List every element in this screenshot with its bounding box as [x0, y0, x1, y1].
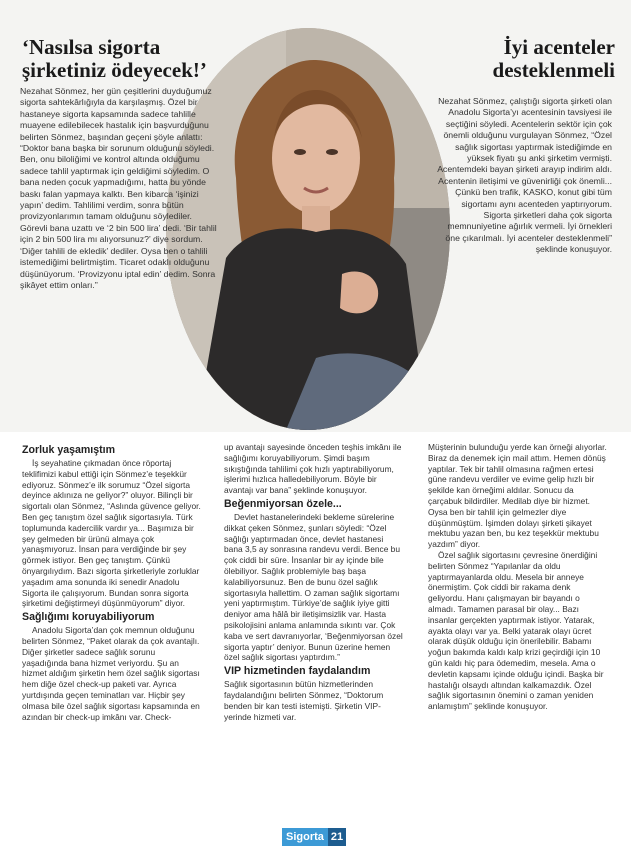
section-heading-zorluk: Zorluk yaşamıştım: [22, 444, 116, 456]
paragraph: Sağlık sigortasının bütün hizmetlerinden faydalandığını belirten Sönmez, “Doktorum benden bir kan testi istemişti. Şirketin VIP-yerinde hizmeti var.: [224, 679, 384, 722]
section-heading-vip: VIP hizmetinden faydalandım: [224, 665, 371, 678]
magazine-logo-text: Sigorta: [282, 828, 328, 846]
left-lede: Nezahat Sönmez, her gün çeşitlerini duyduğumuz sigorta sahtekârlığıyla da karşılaşmış. Özel bir hastaneye sigorta kapsamında sadece tahlille muayene edilebilecek hastalık için başvurduğunu belirten Sönmez, başından geçeni şöyle anlattı: “Doktor bana başka bir sorunum olduğunu söyledi. Ben, onu biloliğimi ve kontrol altında olduğumu sadece tahlil yaptırmak için geldiğimi söyledim. O bana neden çocuk yapmadığımı, hatta bu yönde baskı falan yapmaya kalktı. Ben kibarca ‘işinizi yapın’ dedim. Tahlilimi verdim, sonra bütün provizyonlarımın tamam olduğunu söylediler. Görevli bana uzattı ve ‘2 bin 500 lira’ dedi. ‘Bir tahlil için 2 bin 500 lira mı alıyorsunuz?’ diye sordum. ‘Diğer tahlili de ekledik’ dediler. Oysa ben o tahlili istemediğimi belirtmiştim. Ticaret odaklı olduğunu düşünüyorum. ‘Provizyonu iptal edin’ dedim. Sonra şikâyet ettim onları.”: [20, 86, 217, 290]
article-column-3: [428, 442, 608, 712]
page-footer: [0, 828, 631, 855]
magazine-logo: [282, 828, 346, 846]
paragraph: Özel sağlık sigortasını çevresine önerdiğini belirten Sönmez “Yapılanlar da oldu yaptırmayanlarda oldu. Mesela bir anneye önermiştim. Çok ciddi bir rakama denk geliyordu. Hanı çalışmayan bir bayandı o almadı. Tamamen parasal bir olay... Bazı insanlar gerçekten yaptırmak istiyor. Yatarak, ayakta olayı var ya. Belki yatarak olayı ücret olarak düşük olduğu için önerilebilir. Babamı yoğun bakımda kaldı kalp krizi geçirdiği için 10 gün kaldı hiç para ödemedim, mesela. Ama o devletin kapsamı içinde olduğu içindi. Başka bir hastalığı olsaydı altından kalkamazdık. Özel sağlık sigortasının önemini o zaman yeniden anlamıştım” şeklinde konuşuyor.: [428, 549, 604, 712]
paragraph: Anadolu Sigorta’dan çok memnun olduğunu belirten Sönmez, “Paket olarak da çok avantajlı. Diğer şirketler sadece sağlık sorunu yaşadığında bana hizmet veriyordu. Şu an hizmet aldığım şirketin hem özel sağlık sigortası hem diğe özel check-up paketi var. Ayrıca yurtdışında geçen teminatları var. Hiçbir şey olmasa bile özel sağlık sigortası kapsamında en azından bir check-up imkânı var. Check-: [22, 625, 200, 722]
left-headline: ‘Nasılsa sigorta şirketiniz ödeyecek!’: [22, 35, 207, 82]
magazine-logo-number: 21: [328, 828, 346, 846]
right-headline: İyi acenteler desteklenmeli: [492, 35, 615, 82]
paragraph: Müşterinin bulunduğu yerde kan örneği alıyorlar. Biraz da denemek için mail attım. Hemen dönüş yaptılar. Tek bir tahlil olmasına rağmen ertesi güne randevu verdiler ve evime gelip hızlı bir şekilde kan örneğimi aldılar. Sonucu da çarçabuk bildirdiler. Medilab diye bir hizmet. Oysa ben bir tahlil için gelmezler diye düşünmüştüm. İşimden dolayı şirketi şikayet mektubu yazan ben, bu kez teşekkür mektubu yazdım” diyor.: [428, 442, 607, 550]
article-column-1: [22, 442, 202, 722]
article-column-2: [224, 442, 404, 722]
paragraph: Devlet hastanelerindeki bekleme sürelerine dikkat çeken Sönmez, şunları söyledi: “Özel sağlığı yaptırmadan önce, devlet hastanesi bana 3,5 ay sonrasına randevu verdi. Bence bu çok ciddi bir süre. İnsanlar bir ay içinde bile ölebiliyor. Sağlık problemiyle baş başa kalabiliyorsunuz. Ben de bunu özel sağlık sigortasıyla hallettim. O zaman sağlık sigortamı yeni yaptırmıştım. Türkiye’de sağlık iyiye gitti deniyor ama hâlâ bir iletişimsizlik var. Hasta psikolojisini anlama anlamında sıkıntı var. Çok kaba ve sert davranıyorlar, ‘Beğenmiyorsan özel sigorta yaptır’ deniyor. Bunun üzerine hemen özel sağlık sigortası yaptırdım.”: [224, 511, 403, 663]
paragraph: up avantajı sayesinde önceden teşhis imkânı ile sağlığımı koruyabiliyorum. Şimdi başım sıkıştığında tahlilimi çok hızlı yaptırabiliyorum, işlerimi hızlıca halledebiliyorum. Böyle bir avantajı var bana” şeklinde konuşuyor.: [224, 442, 402, 496]
paragraph: İş seyahatine çıkmadan önce röportaj teklifimizi kabul ettiği için Sönmez’e teşekkür ediyoruz. Sönmez’e ilk sorumuz “Özel sigorta deyince aklınıza ne geliyor?” oluyor. Bilinçli bir sigortalı olan Sönmez, “Aslında güvence geliyor. Ben geç tanıştım özel sağlık sigortasıyla. Türk toplumunda kadercilik vardır ya... Başımıza bir şey gelmeden bir ürünü almaya çok yanaşmıyoruz. İnsan para verdiğinde bir şey görmek istiyor. Ben geç tanıştım. Çünkü önyargılıydım. Bazı sigorta şirketleriyle zorluklar yaşadım ama sonunda iki senedir Anadolu Sigorta ile çalışıyorum. Bundan sonra sigorta şirketimi değiştirmeyi düşünmüyorum” diyor.: [22, 458, 201, 609]
article-body: [0, 442, 631, 822]
section-heading-sagligimi: Sağlığımı koruyabiliyorum: [22, 611, 155, 624]
section-heading-begenmiyorsan: Beğenmiyorsan özele...: [224, 497, 342, 510]
right-lede: Nezahat Sönmez, çalıştığı sigorta şirketi olan Anadolu Sigorta’yı acentesinin tavsiyesi ile seçtiğini söyledi. Acentelerin sektör için çok önemli olduğunu vurgulayan Sönmez, “Özel sağlık sigortası yaptırmak istediğimde en yüksek fiyatı şu anki şirketim vermişti. Acentemdeki bayan şirketi arayıp indirim aldı. Acentenin iletişimi ve güvenirliği çok önemli... Çünkü ben trafik, KASKO, konut gibi tüm sigortamı aynı acenteden yaptırıyorum. Sigorta şirketleri daha çok sigorta memnuniyetine ağırlık vermeli. İyi örnekleri öne çıkarılmalı. İyi acenteler desteklenmeli” şeklinde konuşuyor.: [437, 96, 612, 255]
